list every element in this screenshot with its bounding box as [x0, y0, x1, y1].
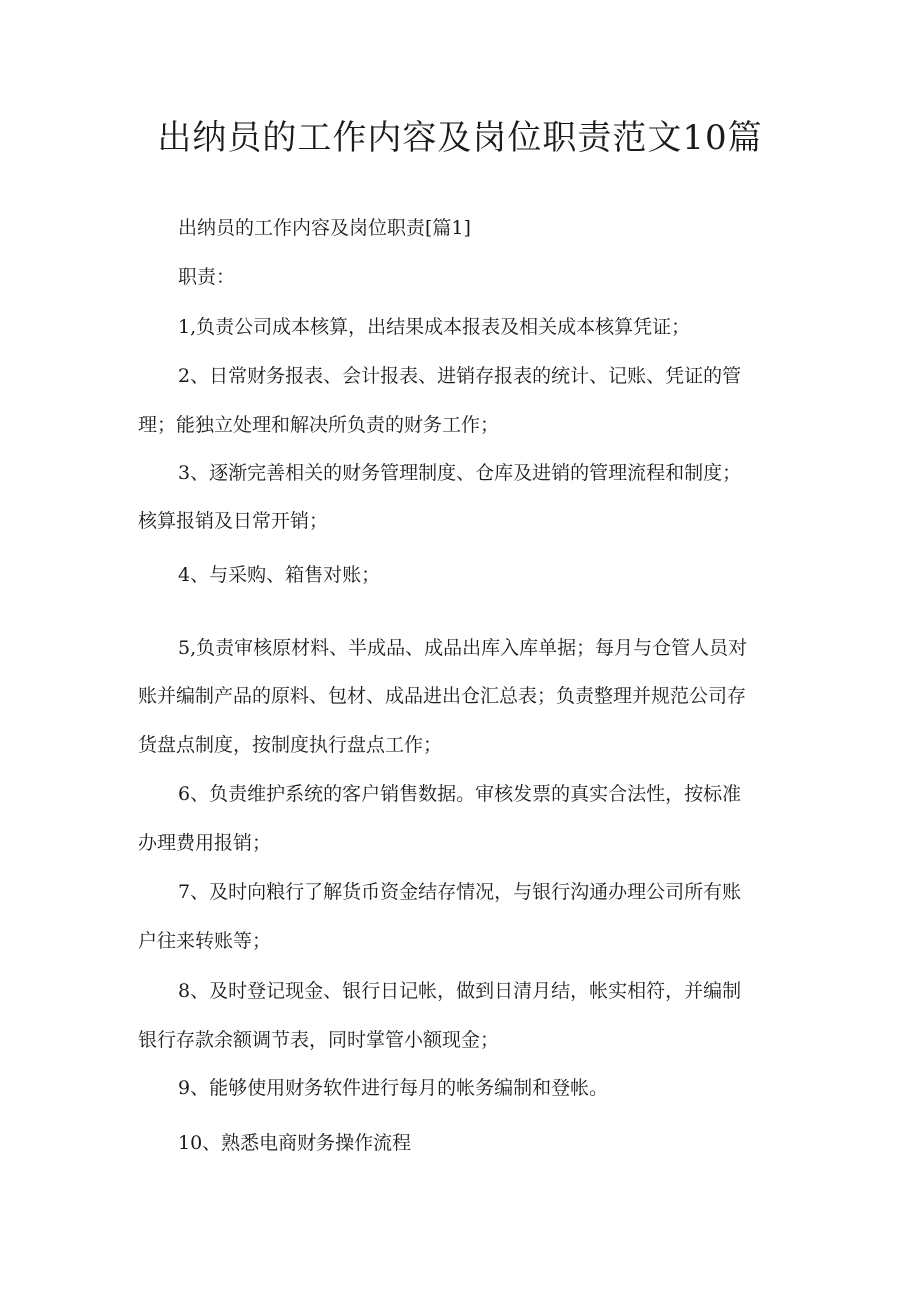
duty-item-5: 5,负责审核原材料、半成品、成品出库入库单据；每月与仓管人员对	[178, 637, 748, 659]
duty-item-1: 1,负责公司成本核算，出结果成本报表及相关成本核算凭证；	[178, 316, 691, 338]
duty-item-6: 6、负责维护系统的客户销售数据。审核发票的真实合法性，按标准	[178, 783, 742, 805]
duty-item-3-continued: 核算报销及日常开销；	[138, 510, 329, 532]
duty-item-3: 3、逐渐完善相关的财务管理制度、仓库及进销的管理流程和制度；	[178, 462, 742, 484]
section-heading: 出纳员的工作内容及岗位职责[篇1]	[178, 217, 471, 239]
duty-item-5-continued: 账并编制产品的原料、包材、成品进出仓汇总表；负责整理并规范公司存	[138, 685, 747, 707]
duty-item-2: 2、日常财务报表、会计报表、进销存报表的统计、记账、凭证的管	[178, 365, 742, 387]
duty-item-6-continued: 办理费用报销；	[138, 832, 272, 854]
duty-item-2-continued: 理；能独立处理和解决所负责的财务工作；	[138, 414, 500, 436]
duty-item-5-continued-2: 货盘点制度，按制度执行盘点工作；	[138, 734, 443, 756]
duty-item-10: 10、熟悉电商财务操作流程	[178, 1132, 412, 1154]
duty-item-7: 7、及时向粮行了解货币资金结存情况，与银行沟通办理公司所有账	[178, 881, 742, 903]
duty-item-4: 4、与采购、箱售对账；	[178, 564, 381, 586]
document-title: 出纳员的工作内容及岗位职责范文10篇	[157, 118, 763, 158]
duty-item-8-continued: 银行存款余额调节表，同时掌管小额现金；	[138, 1029, 500, 1051]
duty-item-8: 8、及时登记现金、银行日记帐，做到日清月结，帐实相符，并编制	[178, 980, 742, 1002]
duty-item-7-continued: 户往来转账等；	[138, 930, 272, 952]
duties-label: 职责：	[178, 266, 236, 288]
duty-item-9: 9、能够使用财务软件进行每月的帐务编制和登帐。	[178, 1077, 609, 1099]
